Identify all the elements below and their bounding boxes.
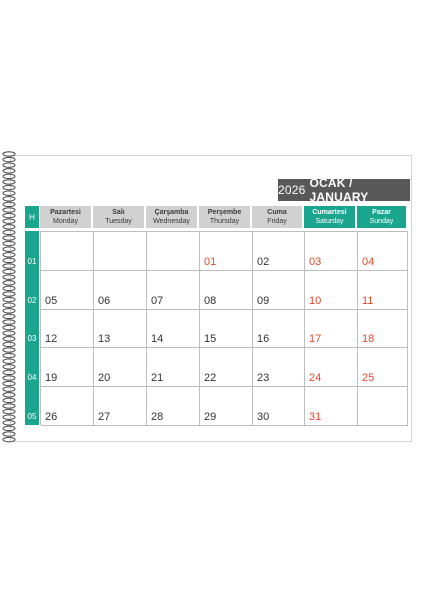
date-cell[interactable] — [358, 387, 408, 426]
date-cell[interactable] — [305, 232, 358, 271]
date-cell[interactable] — [253, 310, 305, 349]
spiral-ring — [3, 152, 15, 156]
spiral-ring — [3, 275, 15, 279]
date-number: 20 — [98, 372, 111, 385]
spiral-ring — [3, 297, 15, 301]
spiral-ring — [3, 208, 15, 212]
date-cell[interactable] — [305, 387, 358, 426]
spiral-ring — [3, 404, 15, 408]
spiral-ring — [3, 415, 15, 419]
spiral-ring — [3, 365, 15, 369]
spiral-ring — [3, 309, 15, 313]
spiral-ring — [3, 409, 15, 413]
date-cell[interactable] — [358, 310, 408, 349]
date-cell[interactable] — [358, 271, 408, 310]
date-number: 26 — [45, 410, 58, 423]
spiral-ring — [3, 225, 15, 229]
week-number: 02 — [27, 295, 37, 305]
spiral-ring — [3, 157, 15, 161]
spiral-ring — [3, 197, 15, 201]
spiral-ring — [3, 292, 15, 296]
date-cell[interactable] — [358, 232, 408, 271]
spiral-ring — [3, 348, 15, 352]
date-number: 18 — [362, 333, 375, 346]
spiral-ring — [3, 247, 15, 251]
date-cell[interactable] — [41, 310, 94, 349]
month-title — [278, 176, 410, 204]
day-name-en: Thursday — [209, 218, 240, 225]
spiral-ring — [3, 269, 15, 273]
title-year: 2026 — [278, 183, 306, 197]
date-number: 19 — [45, 372, 58, 385]
date-number: 21 — [151, 372, 164, 385]
date-number: 23 — [257, 372, 270, 385]
date-number: 04 — [362, 255, 375, 268]
spiral-ring — [3, 169, 15, 173]
day-name-tr: Pazartesi — [50, 209, 81, 216]
spiral-ring — [3, 253, 15, 257]
date-number: 10 — [309, 294, 322, 307]
date-cell[interactable] — [41, 387, 94, 426]
spiral-ring — [3, 376, 15, 380]
date-number: 11 — [362, 294, 374, 307]
spiral-ring — [3, 381, 15, 385]
date-number: 02 — [257, 255, 270, 268]
day-name-tr: Çarşamba — [154, 209, 189, 216]
spiral-ring — [3, 314, 15, 318]
date-number: 09 — [257, 294, 270, 307]
date-number: 25 — [362, 372, 375, 385]
date-number: 29 — [204, 410, 217, 423]
day-header-sunday — [357, 206, 406, 228]
date-number: 13 — [98, 333, 111, 346]
date-cell[interactable] — [147, 348, 200, 387]
date-cell[interactable] — [94, 387, 147, 426]
day-name-en: Monday — [53, 218, 78, 225]
spiral-ring — [3, 359, 15, 363]
spiral-ring — [3, 398, 15, 402]
day-name-en: Sunday — [369, 218, 394, 225]
date-cell[interactable] — [200, 232, 253, 271]
spiral-ring — [3, 286, 15, 290]
date-cell[interactable] — [253, 232, 305, 271]
date-number: 30 — [257, 410, 270, 423]
date-number: 01 — [204, 255, 217, 268]
week-number: 04 — [27, 373, 37, 383]
day-header-tuesday — [93, 206, 144, 228]
spiral-ring — [3, 219, 15, 223]
day-header-wednesday — [146, 206, 197, 228]
date-cell[interactable] — [200, 271, 253, 310]
spiral-ring — [3, 163, 15, 167]
spiral-ring — [3, 303, 15, 307]
date-cell[interactable] — [147, 387, 200, 426]
day-name-tr: Perşembe — [207, 209, 242, 216]
spiral-ring — [3, 437, 15, 441]
week-header: H — [25, 206, 39, 228]
date-cell[interactable] — [41, 232, 94, 271]
spiral-ring — [3, 191, 15, 195]
date-number: 27 — [98, 410, 111, 423]
spiral-ring — [3, 421, 15, 425]
date-cell[interactable] — [305, 348, 358, 387]
spiral-ring — [3, 213, 15, 217]
day-name-en: Wednesday — [153, 218, 190, 225]
spiral-ring — [3, 180, 15, 184]
title-month: OCAK / JANUARY — [309, 176, 369, 204]
spiral-ring — [3, 174, 15, 178]
date-number: 14 — [151, 333, 164, 346]
week-number-column — [25, 231, 39, 425]
date-cell[interactable] — [94, 310, 147, 349]
day-name-tr: Salı — [112, 209, 125, 216]
spiral-ring — [3, 353, 15, 357]
spiral-ring — [3, 185, 15, 189]
date-number: 12 — [45, 333, 58, 346]
spiral-ring — [3, 387, 15, 391]
spiral-ring — [3, 370, 15, 374]
date-cell[interactable] — [94, 271, 147, 310]
date-cell[interactable] — [94, 232, 147, 271]
spiral-ring — [3, 432, 15, 436]
spiral-ring — [3, 342, 15, 346]
date-number: 17 — [309, 333, 322, 346]
date-cell[interactable] — [253, 271, 305, 310]
date-cell[interactable] — [358, 348, 408, 387]
date-cell[interactable] — [147, 271, 200, 310]
date-number: 24 — [309, 372, 322, 385]
date-cell[interactable] — [200, 310, 253, 349]
date-cell[interactable] — [253, 348, 305, 387]
day-header-thursday — [199, 206, 250, 228]
week-number: 03 — [27, 334, 37, 344]
date-cell[interactable] — [305, 310, 358, 349]
day-name-en: Saturday — [315, 218, 344, 225]
spiral-ring — [3, 236, 15, 240]
spiral-ring — [3, 320, 15, 324]
date-number: 22 — [204, 372, 217, 385]
day-name-en: Tuesday — [105, 218, 132, 225]
date-cell[interactable] — [41, 271, 94, 310]
spiral-ring — [3, 337, 15, 341]
spiral-ring — [3, 281, 15, 285]
day-header-friday — [252, 206, 302, 228]
day-name-en: Friday — [267, 218, 287, 225]
date-number: 03 — [309, 255, 322, 268]
date-number: 08 — [204, 294, 217, 307]
date-number: 15 — [204, 333, 217, 346]
date-number: 16 — [257, 333, 270, 346]
day-header-monday — [40, 206, 91, 228]
date-number: 06 — [98, 294, 111, 307]
calendar-grid — [40, 231, 408, 425]
spiral-ring — [3, 426, 15, 430]
spiral-ring — [3, 393, 15, 397]
spiral-ring — [3, 258, 15, 262]
date-cell[interactable] — [147, 310, 200, 349]
spiral-ring — [3, 325, 15, 329]
week-number: 01 — [27, 256, 37, 266]
date-number: 31 — [309, 410, 322, 423]
date-cell[interactable] — [305, 271, 358, 310]
spiral-ring — [3, 241, 15, 245]
spiral-binding — [0, 150, 20, 446]
day-header-saturday — [304, 206, 355, 228]
date-number: 05 — [45, 294, 58, 307]
date-number: 28 — [151, 410, 164, 423]
date-number: 07 — [151, 294, 164, 307]
spiral-ring — [3, 202, 15, 206]
day-name-tr: Cuma — [267, 209, 287, 216]
day-name-tr: Cumartesi — [312, 209, 347, 216]
spiral-ring — [3, 230, 15, 234]
spiral-ring — [3, 264, 15, 268]
date-cell[interactable] — [94, 348, 147, 387]
week-number: 05 — [27, 412, 37, 421]
day-name-tr: Pazar — [372, 209, 391, 216]
date-cell[interactable] — [200, 348, 253, 387]
date-cell[interactable] — [253, 387, 305, 426]
date-cell[interactable] — [147, 232, 200, 271]
date-cell[interactable] — [200, 387, 253, 426]
spiral-ring — [3, 331, 15, 335]
date-cell[interactable] — [41, 348, 94, 387]
